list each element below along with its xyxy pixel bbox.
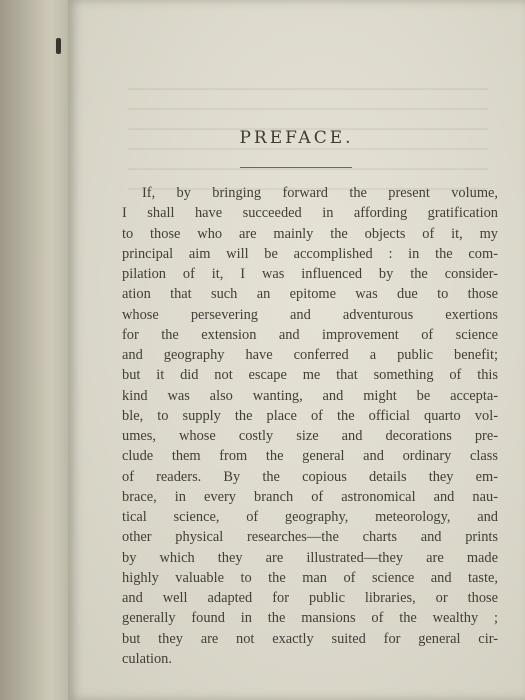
text-line: culation. xyxy=(122,650,172,667)
text-line: but it did not escape me that something of this xyxy=(122,367,498,384)
text-line: If, by bringing forward the present volume, xyxy=(142,185,498,201)
text-line: tical science, of geography, meteorology, and xyxy=(122,509,498,525)
binding-mark xyxy=(56,38,61,54)
text-line: ation that such an epitome was due to those xyxy=(122,286,498,303)
text-line: umes, whose costly size and decorations pre- xyxy=(122,428,498,444)
text-line: I shall have succeeded in affording gratification xyxy=(122,205,498,222)
text-line: whose persevering and adventurous exertions xyxy=(122,306,498,323)
text-line: other physical researches—the charts and prints xyxy=(122,529,498,546)
text-line: kind was also wanting, and might be accepta- xyxy=(122,387,498,404)
text-line: and well adapted for public libraries, or those xyxy=(122,590,498,606)
text-line: principal aim will be accomplished : in the com- xyxy=(122,245,498,262)
text-line: to those who are mainly the objects of it, my xyxy=(122,225,498,242)
text-line: highly valuable to the man of science and taste, xyxy=(122,569,498,586)
text-line: for the extension and improvement of science xyxy=(122,326,498,343)
text-line: clude them from the general and ordinary class xyxy=(122,448,498,465)
page-title: PREFACE. xyxy=(239,128,354,148)
text-line: pilation of it, I was influenced by the consider- xyxy=(122,266,498,282)
text-line: ble, to supply the place of the official quarto vol- xyxy=(122,407,498,424)
text-line: but they are not exactly suited for general cir- xyxy=(122,630,498,647)
book-page xyxy=(68,0,525,700)
text-line: by which they are illustrated—they are made xyxy=(122,549,498,566)
text-line: and geography have conferred a public benefit; xyxy=(122,347,498,363)
preface-body xyxy=(122,183,498,669)
text-line: generally found in the mansions of the wealthy ; xyxy=(122,610,498,627)
text-line: of readers. By the copious details they em- xyxy=(122,468,498,485)
title-rule xyxy=(240,167,352,168)
book-gutter xyxy=(0,0,68,700)
text-line: brace, in every branch of astronomical and nau- xyxy=(122,488,498,505)
